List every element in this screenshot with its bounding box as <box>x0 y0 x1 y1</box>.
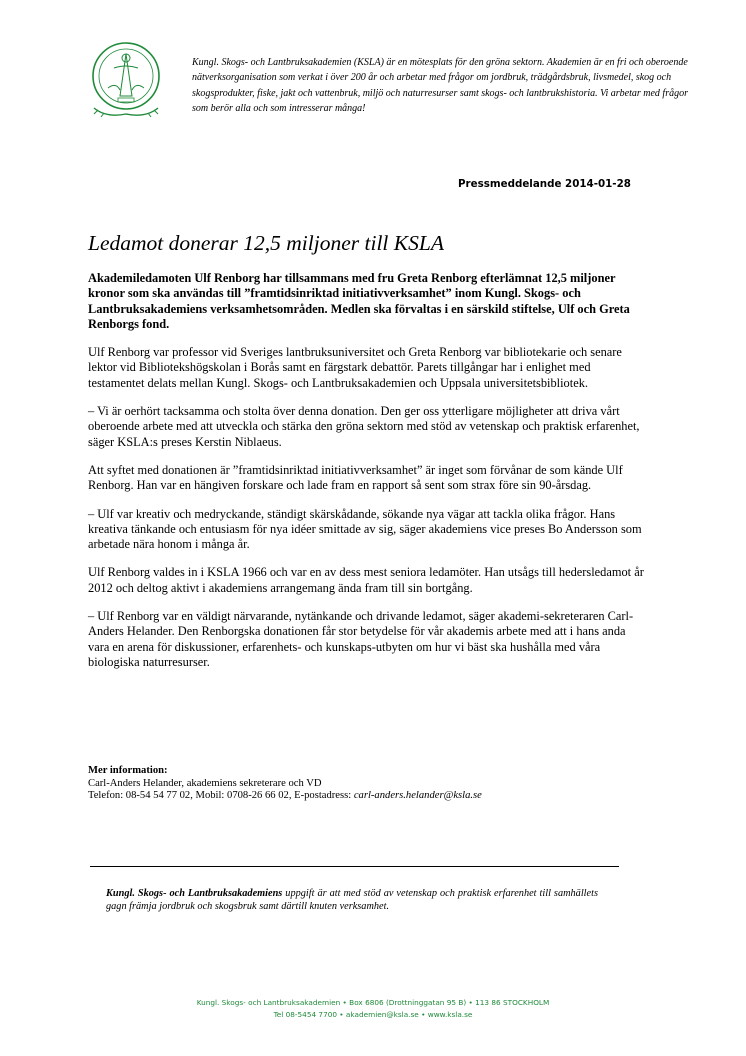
contact-phones-line <box>88 790 482 803</box>
academy-intro: Kungl. Skogs- och Lantbruksakademien (KSLA) är en mötesplats för den gröna sektorn. Akademien är en fri och oberoende nätverksorganisation som verkat i över 200 år och arbetar med frågor om jordbruk, trädgårdsbruk, livsmedel, skog och skogsprodukter, fiske, jakt och vattenbruk, miljö och naturresurser samt skogs- och lantbrukshistoria. Vi arbetar med frågor som berör alla och som intresserar många! <box>192 57 688 115</box>
contact-info <box>88 765 482 803</box>
mission-statement <box>106 887 598 913</box>
body-paragraph: Ulf Renborg valdes in i KSLA 1966 och var en av dess mest seniora ledamöter. Han utsågs till hedersledamot år 2012 och deltog aktivt i akademiens arrangemang ända fram till sin bortgång. <box>88 565 644 595</box>
contact-heading: Mer information: <box>88 765 168 776</box>
mission-text: uppgift är att med stöd av vetenskap och praktisk erfarenhet till samhällets gagn främja jordbruk och skogsbruk samt därtill knuten verksamhet. <box>106 888 598 912</box>
mission-org: Kungl. Skogs- och Lantbruksakademiens <box>106 888 283 899</box>
contact-phones: Telefon: 08-54 54 77 02, Mobil: 0708-26 66 02, E-postadress: <box>88 790 354 801</box>
body-paragraph: – Vi är oerhört tacksamma och stolta över denna donation. Den ger oss ytterligare möjligheter att driva vårt oberoende arbete med att utveckla och stärka den gröna sektorn med stöd av vetenskap och praktisk erfarenhet, säger KSLA:s preses Kerstin Niblaeus. <box>88 404 640 449</box>
lead-paragraph: Akademiledamoten Ulf Renborg har tillsammans med fru Greta Renborg efterlämnat 12,5 miljoner kronor som ska användas till ”framtidsinriktad initiativverksamhet” inom Kungl. Skogs- och Lantbruksakademiens verksamhetsområden. Medlen ska förvaltas i en särskild stiftelse, Ulf och Greta Renborgs fond. <box>88 271 630 331</box>
contact-name: Carl-Anders Helander, akademiens sekreterare och VD <box>88 777 322 789</box>
article-title: Ledamot donerar 12,5 miljoner till KSLA <box>88 231 444 255</box>
body-paragraph: – Ulf Renborg var en väldigt närvarande, nytänkande och drivande ledamot, säger akademi-sekreteraren Carl-Anders Helander. Den Renborgska donationen får stor betydelse för vår akademis arbete med att i hans anda vara en arena för diskussioner, erfarenhets- och kunskaps-utbyten om hur vi bäst ska hushålla med våra biologiska naturresurser. <box>88 609 634 669</box>
contact-email-link[interactable]: carl-anders.helander@ksla.se <box>353 790 482 801</box>
body-paragraph: Att syftet med donationen är ”framtidsinriktad initiativverksamhet” är inget som förvånar de som kände Ulf Renborg. Han var en hängiven forskare och lade fram en rapport så sent som strax före sin 90-årsdag. <box>88 462 623 493</box>
body-paragraph: Ulf Renborg var professor vid Sveriges lantbruksuniversitet och Greta Renborg var bibliotekarie och senare lektor vid Bibliotekshögskolan i Borås samt en färgstark debattör. Parets tillgångar har i enlighet med testamentet delats mellan Kungl. Skogs- och Lantbruksakademien och Uppsala universitetsbibliotek. <box>88 345 622 390</box>
press-release-date: Pressmeddelande 2014-01-28 <box>458 178 631 190</box>
footer-address: Kungl. Skogs- och Lantbruksakademien • Box 6806 (Drottninggatan 95 B) • 113 86 STOCKHOLM <box>196 998 550 1007</box>
footer-contact: Tel 08-5454 7700 • akademien@ksla.se • www.ksla.se <box>273 1010 473 1019</box>
article-body <box>88 271 648 683</box>
ksla-seal-icon <box>86 38 166 118</box>
divider <box>90 866 619 867</box>
body-paragraph: – Ulf var kreativ och medryckande, ständigt skärskådande, sökande nya vägar att tackla olika frågor. Hans kreativa tänkande och entusiasm för nya idéer smittade av sig, säger akademiens vice preses Bo Andersson som arbetade nära honom i många år. <box>88 506 642 552</box>
